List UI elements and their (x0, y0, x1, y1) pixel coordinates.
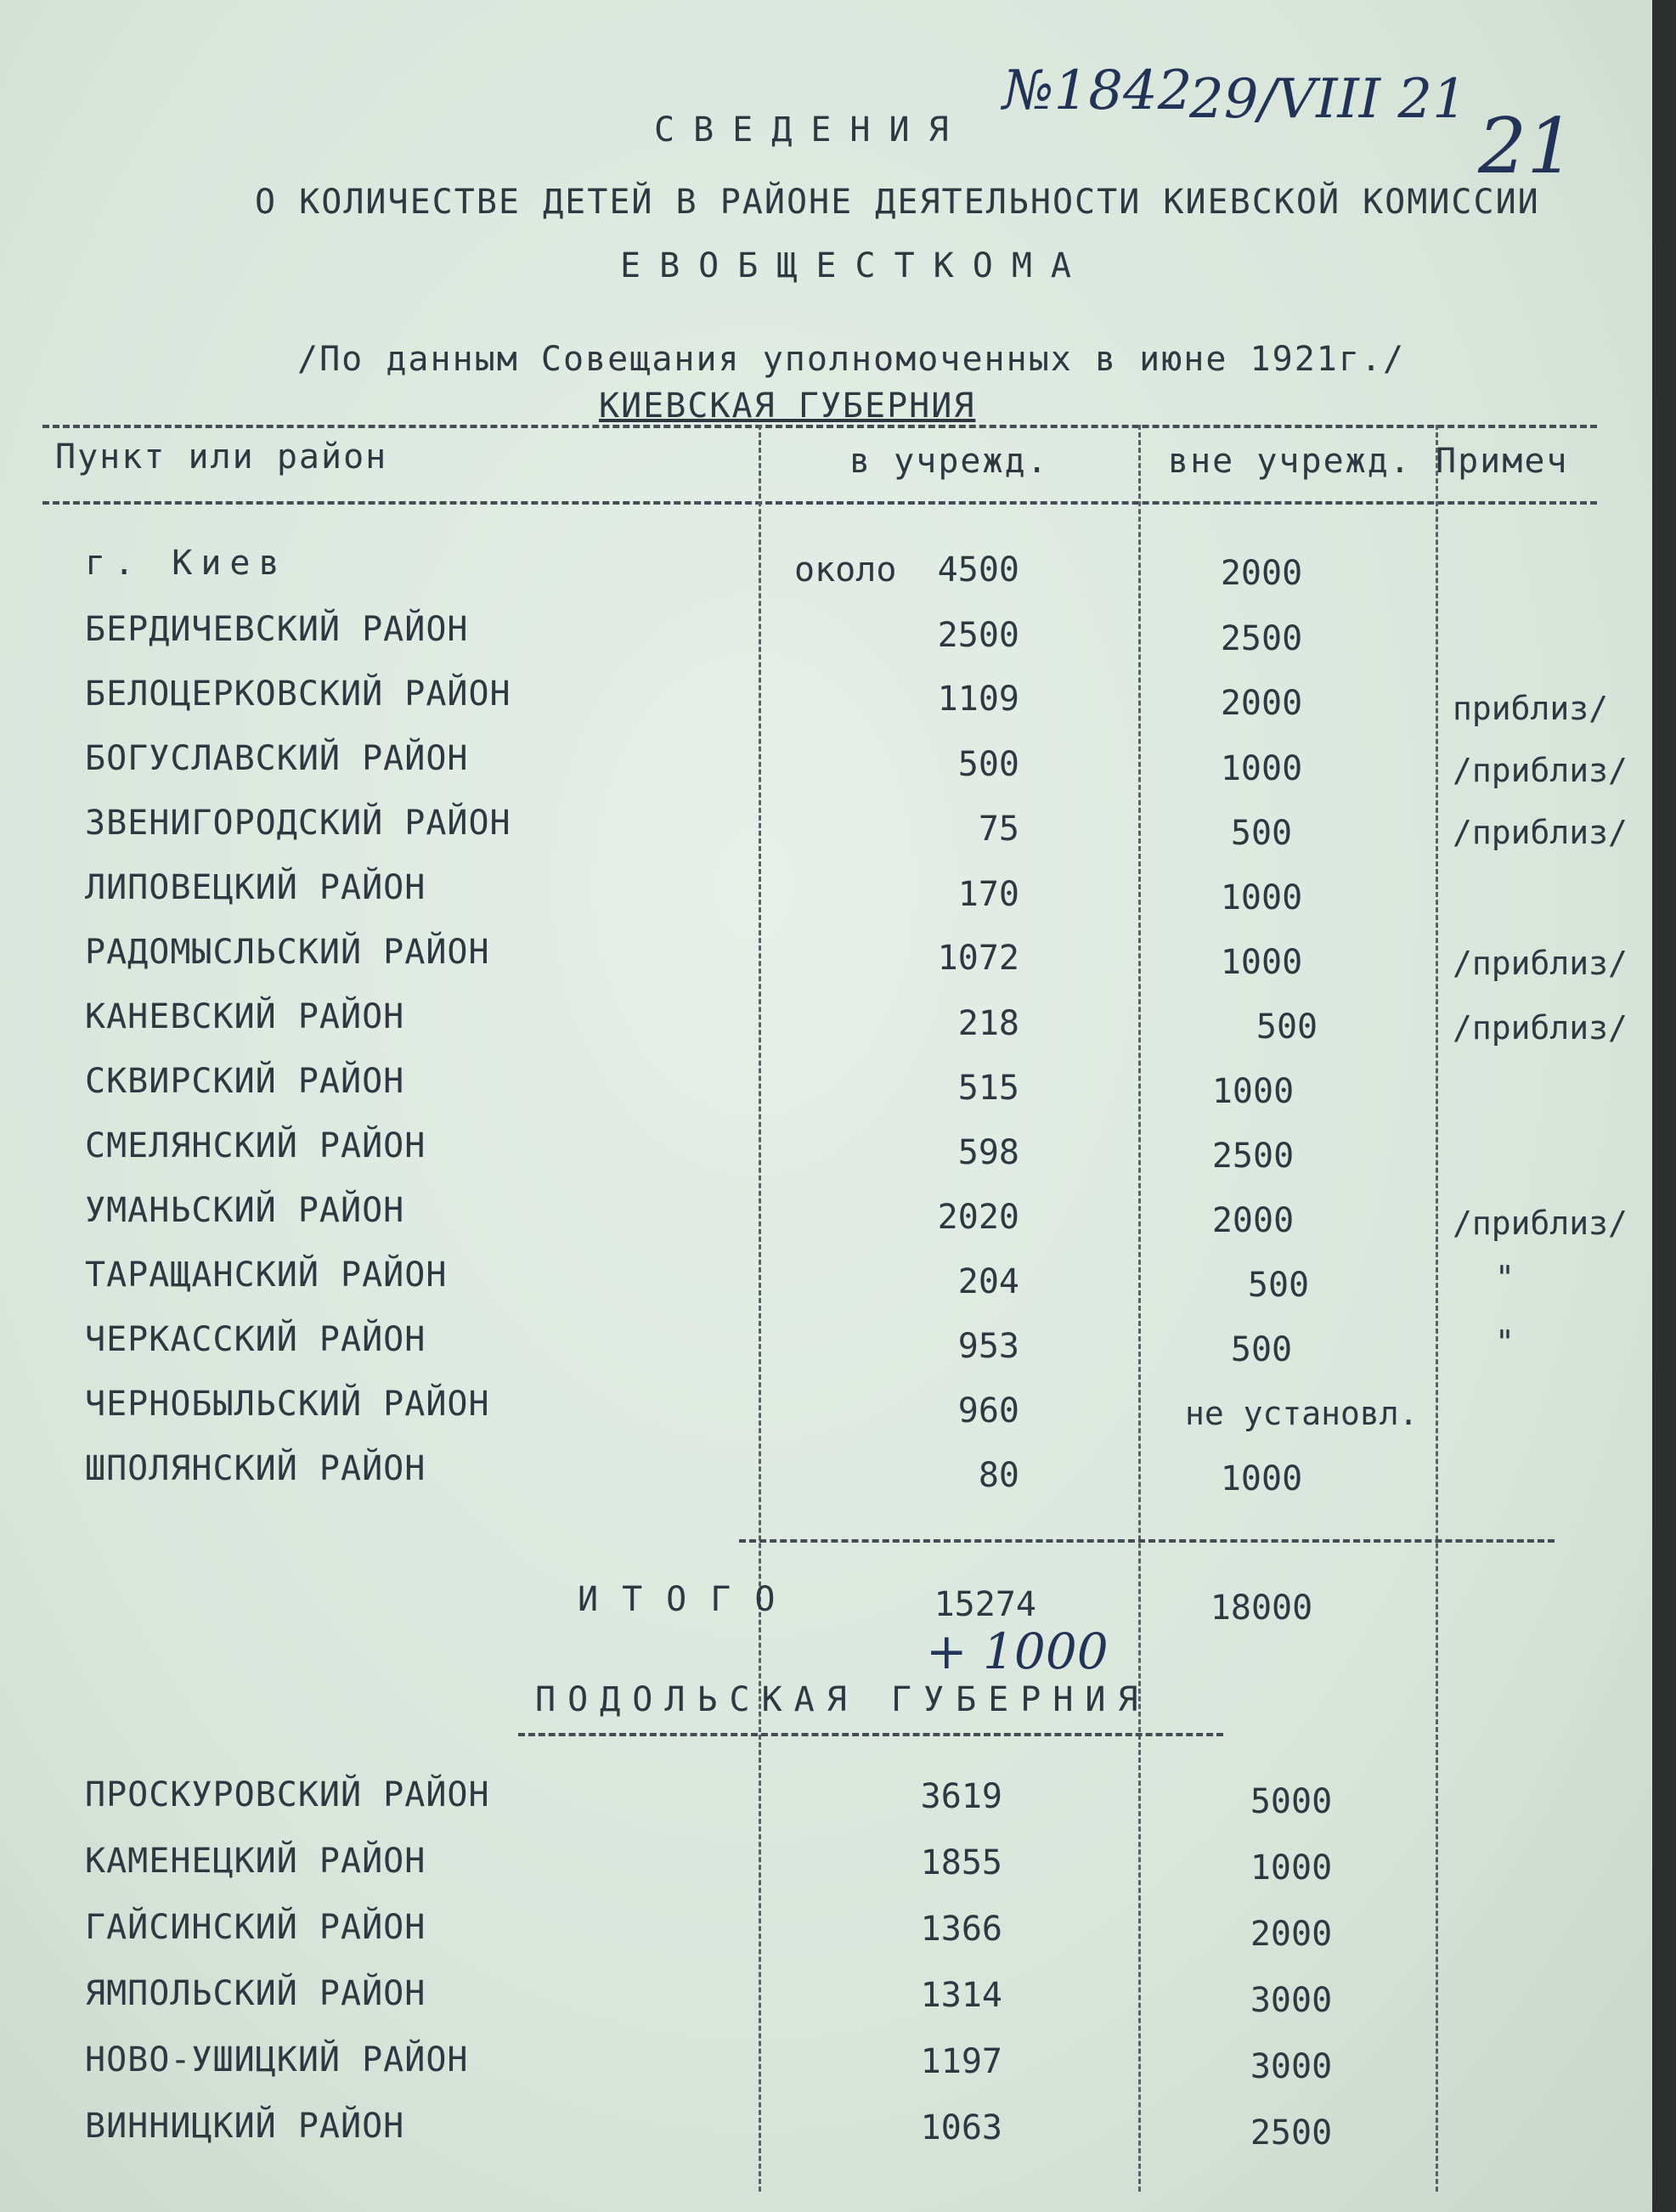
row-note: /приблиз/ (1453, 814, 1628, 851)
row-place: КАМЕНЕЦКИЙ РАЙОН (85, 1842, 426, 1881)
row-in-institutions: 1366 (920, 1910, 1002, 1949)
row-place: ЧЕРНОБЫЛЬСКИЙ РАЙОН (85, 1385, 490, 1424)
section-title-kiev: КИЕВСКАЯ ГУБЕРНИЯ (599, 387, 976, 426)
row-in-institutions: 1063 (920, 2108, 1002, 2147)
row-note: /приблиз/ (1453, 1205, 1628, 1242)
row-outside-institutions: 2500 (1250, 2113, 1333, 2153)
row-in-institutions: 218 (957, 1004, 1019, 1043)
row-outside-institutions: 2000 (1220, 554, 1303, 593)
row-outside-institutions: 500 (1230, 814, 1293, 853)
row-place: КАНЕВСКИЙ РАЙОН (85, 997, 405, 1036)
handwritten-number: №1842 (1002, 59, 1193, 122)
row-in-institutions: 500 (957, 745, 1019, 784)
row-in-institutions: 1109 (937, 680, 1019, 719)
row-note: /приблиз/ (1453, 945, 1628, 982)
row-place: ЯМПОЛЬСКИЙ РАЙОН (85, 1974, 426, 2013)
doc-source-note: /По данным Совещания уполномоченных в июне 1921г./ (297, 340, 1406, 379)
handwritten-date: 29/VIII 21 (1189, 68, 1467, 131)
totals-label: ИТОГО (578, 1580, 799, 1619)
column-divider (1138, 425, 1141, 2192)
row-in-institutions: 4500 (937, 550, 1019, 590)
row-in-institutions: 953 (957, 1327, 1019, 1366)
row-outside-institutions: 2000 (1211, 1201, 1295, 1240)
handwritten-page-number: 21 (1478, 102, 1576, 191)
col-header-place: Пункт или район (55, 437, 388, 477)
row-outside-institutions: 500 (1230, 1330, 1293, 1369)
row-place: ШПОЛЯНСКИЙ РАЙОН (85, 1449, 426, 1488)
row-place: ЗВЕНИГОРОДСКИЙ РАЙОН (85, 804, 511, 843)
totals-rule (739, 1539, 1555, 1543)
doc-subtitle: О КОЛИЧЕСТВЕ ДЕТЕЙ В РАЙОНЕ ДЕЯТЕЛЬНОСТИ КИЕВСКОЙ КОМИССИИ (255, 183, 1540, 222)
row-place: ЛИПОВЕЦКИЙ РАЙОН (85, 868, 426, 907)
row-outside-institutions: 1000 (1250, 1848, 1333, 1888)
row-in-institutions: 75 (978, 810, 1019, 849)
row-in-institutions: 80 (978, 1456, 1019, 1495)
totals-in-institutions: 15274 (934, 1585, 1036, 1624)
row-in-institutions: 2020 (937, 1198, 1019, 1237)
row-outside-institutions: не установл. (1185, 1395, 1419, 1432)
handwritten-addition: + 1000 (926, 1622, 1109, 1680)
row-outside-institutions: 1000 (1220, 749, 1303, 788)
row-in-institutions: 1855 (920, 1843, 1002, 1882)
row-in-institutions: 170 (957, 875, 1019, 914)
row-note: " (1495, 1259, 1515, 1296)
doc-title: СВЕДЕНИЯ (654, 110, 968, 150)
row-outside-institutions: 2500 (1211, 1137, 1295, 1176)
row-outside-institutions: 1000 (1220, 943, 1303, 982)
row-outside-institutions: 1000 (1220, 1459, 1303, 1498)
row-in-institutions: 2500 (937, 616, 1019, 655)
header-rule-top (42, 425, 1597, 428)
header-rule-bottom (42, 501, 1597, 505)
section-title-podolia: ПОДОЛЬСКАЯ ГУБЕРНИЯ (535, 1680, 1150, 1719)
row-place: БЕРДИЧЕВСКИЙ РАЙОН (85, 610, 469, 649)
row-in-institutions: 1314 (920, 1976, 1002, 2015)
page-edge (1652, 0, 1676, 2212)
row-outside-institutions: 500 (1256, 1007, 1318, 1047)
row-in-institutions: 1072 (937, 939, 1019, 978)
col-header-outside-institutions: вне учрежд. (1168, 442, 1412, 481)
row-place: СКВИРСКИЙ РАЙОН (85, 1062, 405, 1101)
row-outside-institutions: 3000 (1250, 1981, 1333, 2020)
section-rule (518, 1733, 1223, 1736)
row-note: /приблиз/ (1453, 752, 1628, 789)
row-in-institutions: 3619 (920, 1777, 1002, 1816)
row-outside-institutions: 500 (1247, 1266, 1310, 1305)
row-in-institutions: 960 (957, 1391, 1019, 1430)
row-place: ПРОСКУРОВСКИЙ РАЙОН (85, 1775, 490, 1814)
row-outside-institutions: 5000 (1250, 1782, 1333, 1821)
row-place: г. Киев (85, 544, 288, 583)
row-note: приблиз/ (1453, 690, 1609, 727)
row-place: ГАЙСИНСКИЙ РАЙОН (85, 1908, 426, 1947)
row-place: РАДОМЫСЛЬСКИЙ РАЙОН (85, 933, 490, 972)
column-divider (759, 425, 761, 2192)
row-place: НОВО-УШИЦКИЙ РАЙОН (85, 2040, 469, 2079)
row-approx-label: около (794, 550, 897, 590)
row-place: ЧЕРКАССКИЙ РАЙОН (85, 1320, 426, 1359)
row-note: " (1495, 1323, 1515, 1361)
row-in-institutions: 1197 (920, 2042, 1002, 2081)
row-in-institutions: 598 (957, 1133, 1019, 1172)
col-header-notes: Примеч (1436, 442, 1569, 481)
row-outside-institutions: 2000 (1220, 684, 1303, 723)
row-in-institutions: 515 (957, 1069, 1019, 1108)
column-divider (1436, 425, 1438, 2192)
row-place: УМАНЬСКИЙ РАЙОН (85, 1191, 405, 1230)
row-place: БЕЛОЦЕРКОВСКИЙ РАЙОН (85, 674, 511, 714)
row-in-institutions: 204 (957, 1262, 1019, 1301)
row-place: ТАРАЩАНСКИЙ РАЙОН (85, 1256, 448, 1295)
col-header-in-institutions: в учрежд. (849, 442, 1049, 481)
row-outside-institutions: 1000 (1220, 878, 1303, 917)
row-outside-institutions: 2000 (1250, 1915, 1333, 1954)
row-outside-institutions: 2500 (1220, 619, 1303, 658)
row-place: БОГУСЛАВСКИЙ РАЙОН (85, 739, 469, 778)
row-outside-institutions: 3000 (1250, 2047, 1333, 2086)
totals-outside-institutions: 18000 (1210, 1588, 1313, 1628)
row-note: /приблиз/ (1453, 1009, 1628, 1047)
row-place: СМЕЛЯНСКИЙ РАЙОН (85, 1126, 426, 1165)
row-place: ВИННИЦКИЙ РАЙОН (85, 2107, 405, 2146)
row-outside-institutions: 1000 (1211, 1072, 1295, 1111)
doc-organization: ЕВОБЩЕСТКОМА (620, 246, 1090, 285)
